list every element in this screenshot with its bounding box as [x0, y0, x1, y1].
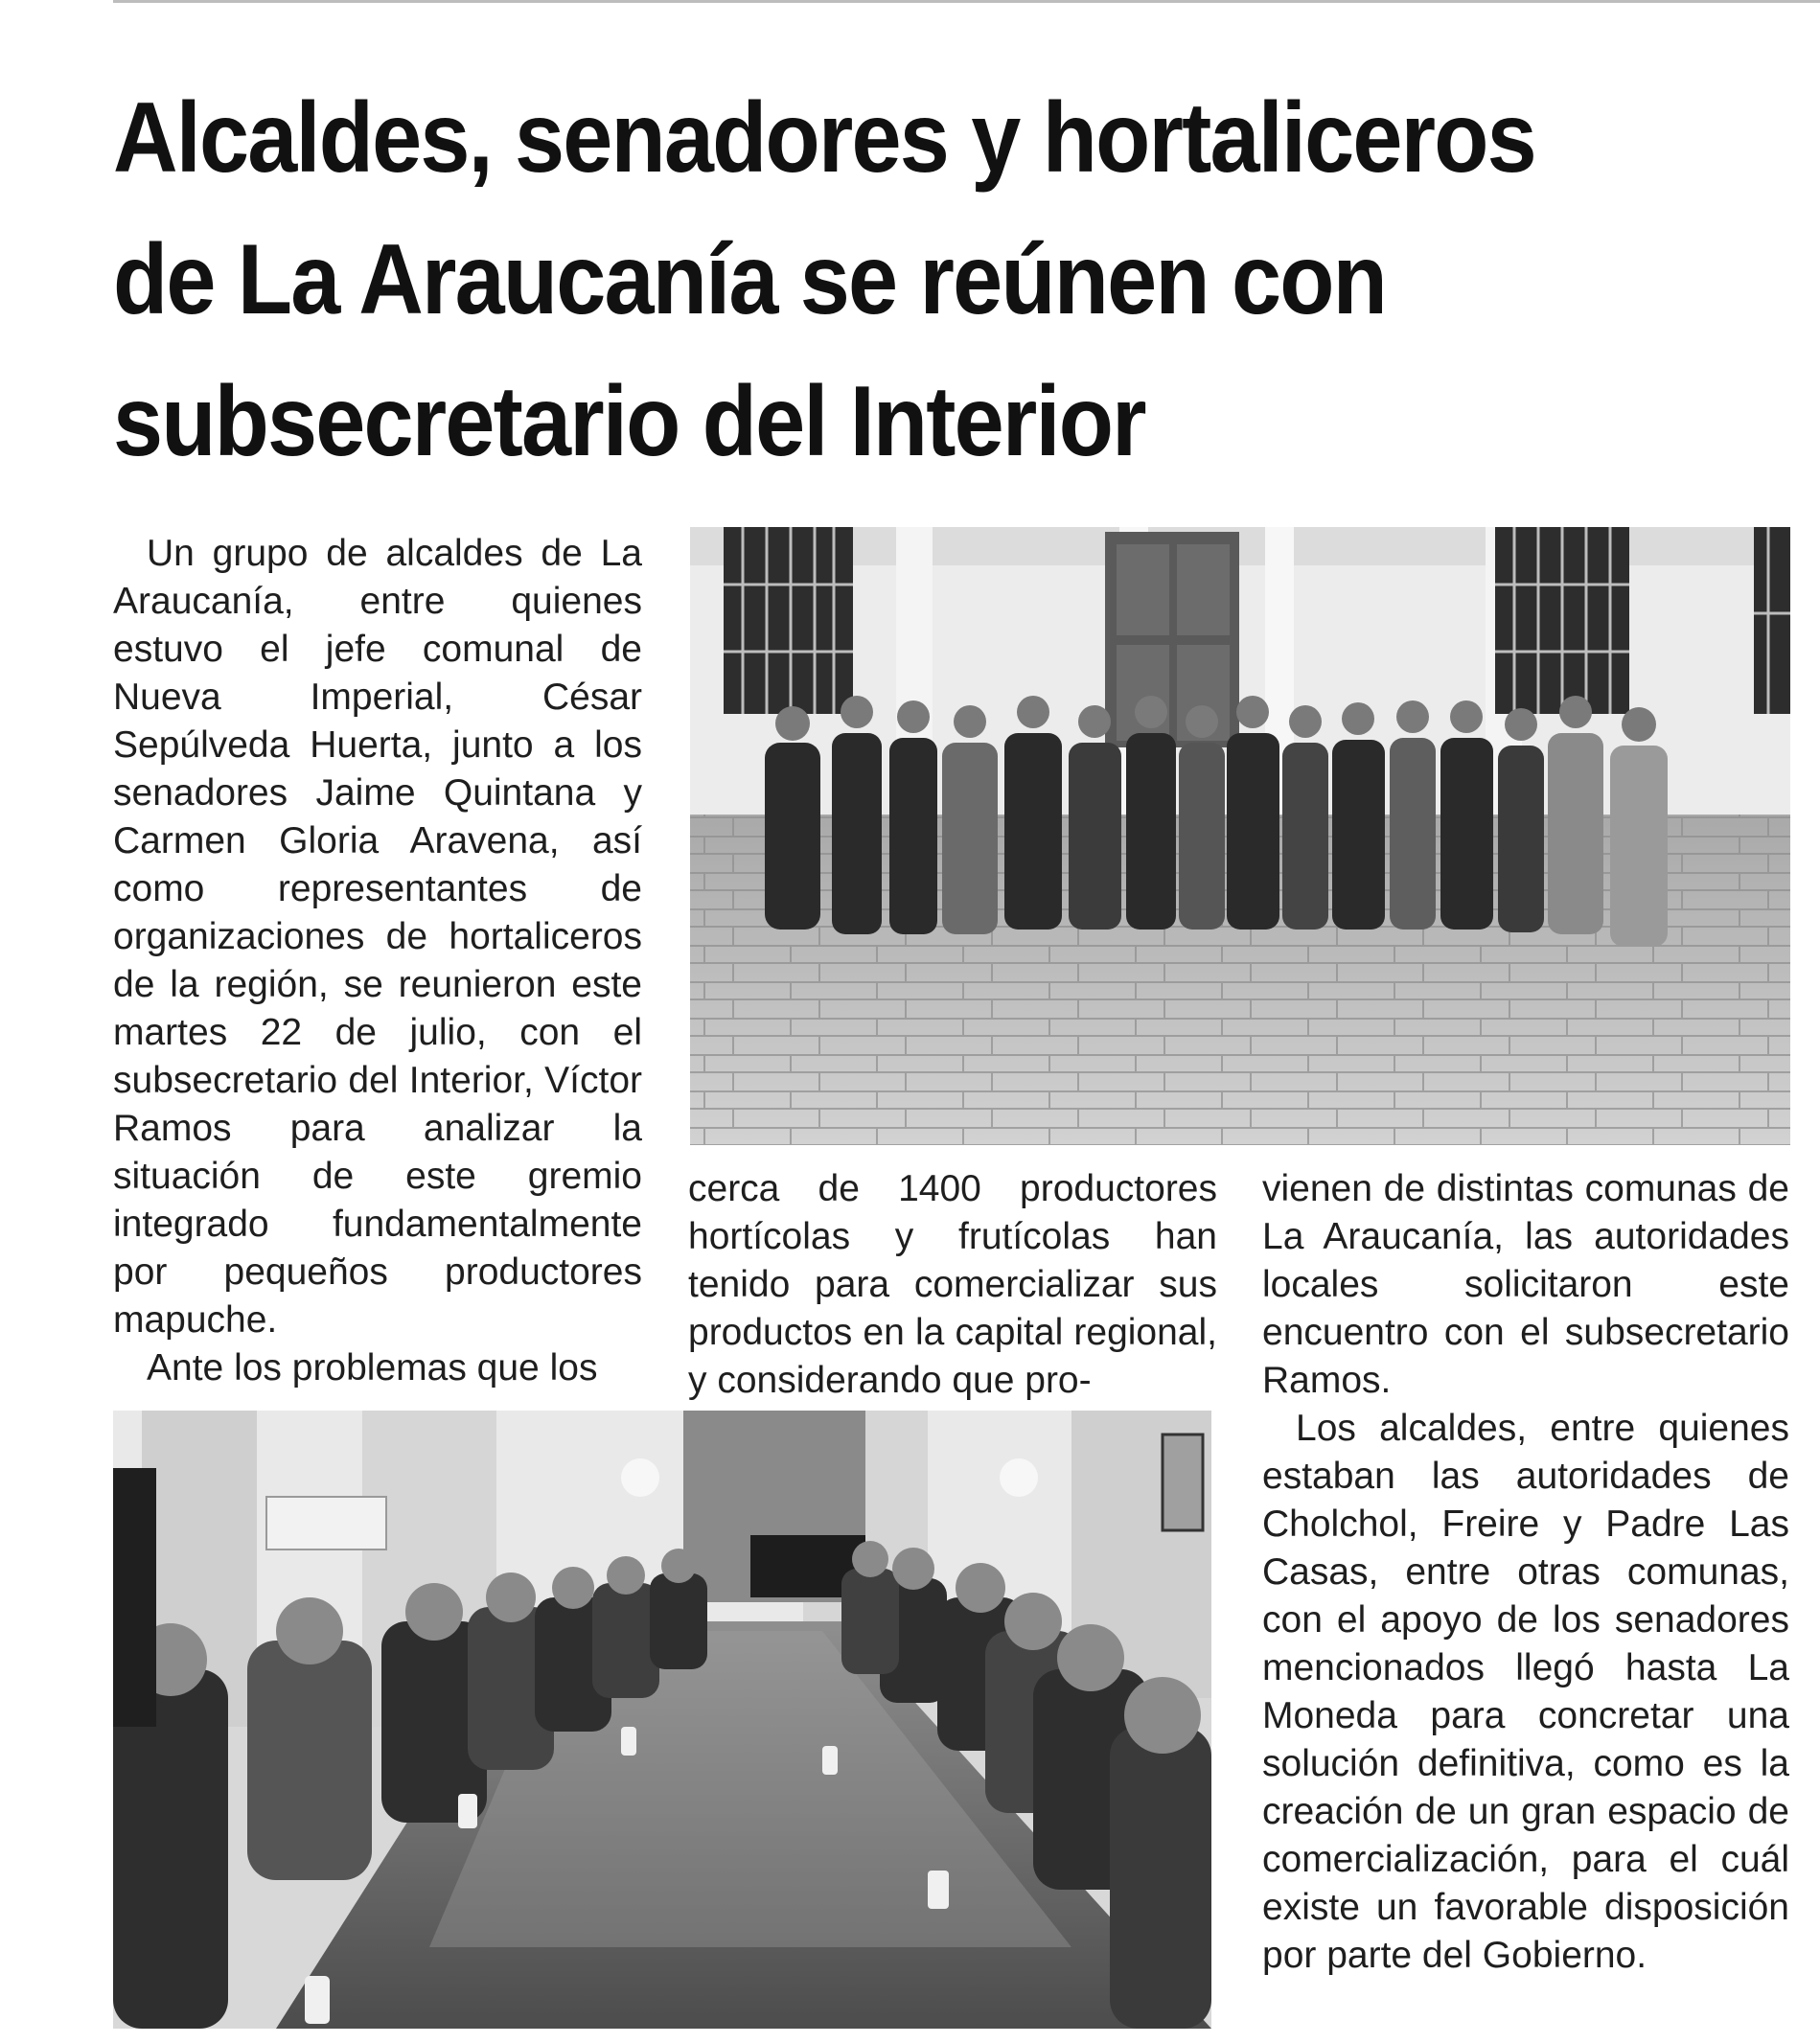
body-column-1 — [113, 530, 642, 1392]
paragraph-2-end: vienen de distintas comunas de La Araucanía, las autoridades locales solicitaron este encuentro con el subsecretario Ramos. — [1262, 1168, 1789, 1401]
group-photo-image — [690, 527, 1790, 1145]
paragraph-2-middle: cerca de 1400 productores hortícolas y frutícolas han tenido para comercializar sus productos en la capital regional, y considerando que pro- — [688, 1168, 1217, 1401]
headline-line-3: subsecretario del Interior — [113, 366, 1145, 477]
paragraph-2-start: Ante los problemas que los — [147, 1347, 598, 1389]
paragraph-1: Un grupo de alcaldes de La Araucanía, entre quienes estuvo el jefe comunal de Nueva Imperial, César Sepúlveda Huerta, junto a los senadores Jaime Quintana y Carmen Gloria Aravena, así como representantes de organizaciones de hortaliceros de la región, se reunieron este martes 22 de julio, con el subsecretario del Interior, Víctor Ramos para analizar la situación de este gremio integrado fundamentalmente por pequeños productores mapuche. — [113, 533, 642, 1341]
paragraph-3: Los alcaldes, entre quienes estaban las autoridades de Cholchol, Freire y Padre Las Casas, entre otras comunas, con el apoyo de los senadores mencionados llegó hasta La Moneda para concretar una solución definitiva, como es la creación de un gran espacio de comercialización, para el cuál existe un favorable disposición por parte del Gobierno. — [1262, 1408, 1789, 1976]
group-photo — [690, 527, 1790, 1145]
article-headline — [113, 67, 1614, 493]
headline-line-2: de La Araucanía se reúnen con — [113, 224, 1386, 335]
meeting-photo — [113, 1411, 1211, 2029]
body-column-3 — [1262, 1165, 1789, 1980]
top-rule — [113, 0, 1820, 3]
body-column-2 — [688, 1165, 1217, 1405]
headline-line-1: Alcaldes, senadores y hortaliceros — [113, 82, 1535, 194]
meeting-photo-image — [113, 1411, 1211, 2029]
